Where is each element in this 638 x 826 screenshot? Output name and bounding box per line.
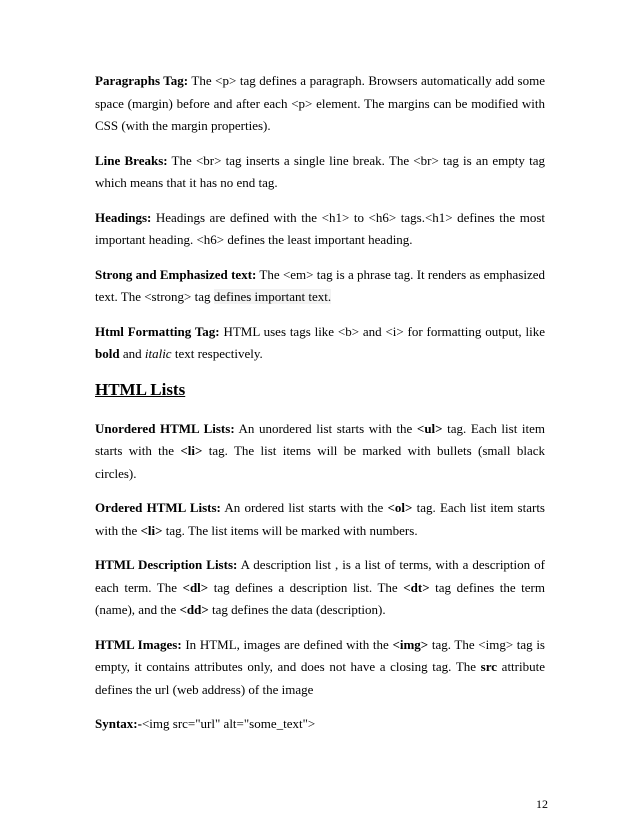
- ordered-lists-paragraph: [95, 497, 545, 542]
- ordered-text-2: tag. Each list item starts with the: [95, 500, 545, 538]
- ordered-text-3: tag. The list items will be marked with numbers.: [162, 522, 418, 538]
- ordered-lists-label: Ordered HTML Lists:: [95, 500, 221, 515]
- html-images-paragraph: [95, 634, 545, 702]
- unordered-lists-label: Unordered HTML Lists:: [95, 420, 235, 436]
- line-breaks-paragraph: [95, 150, 545, 195]
- ul-tag: <ul>: [416, 420, 443, 436]
- images-text-2: tag. The <img> tag is empty, it contains attributes only, and does not have a closing tag. The: [95, 636, 545, 674]
- line-breaks-text: The <br> tag inserts a single line break. The <br> tag is an empty tag which means that it has no end tag.: [95, 152, 545, 190]
- paragraphs-tag-text: The <p> tag defines a paragraph. Browsers automatically add some space (margin) before and after each <p> element. The margins can be modified with CSS (with the margin properties).: [95, 73, 545, 133]
- unordered-text-2: tag. Each list item starts with the: [95, 420, 545, 458]
- bold-word: bold: [95, 346, 120, 361]
- section-heading-html-lists: HTML Lists: [95, 379, 186, 399]
- strong-emphasized-highlight-text: defines important text.: [213, 289, 332, 304]
- paragraphs-tag-label: Paragraphs Tag:: [95, 73, 189, 88]
- strong-emphasized-paragraph: [95, 264, 545, 309]
- page-number: 12: [536, 797, 548, 811]
- strong-emphasized-text-1: The <em> tag is a phrase tag. It renders as emphasized text. The <strong> tag: [95, 266, 545, 304]
- description-lists-paragraph: [95, 554, 545, 622]
- syntax-paragraph: [95, 713, 545, 736]
- li-tag: <li>: [140, 522, 163, 538]
- unordered-text-3: tag. The list items will be marked with bullets (small black circles).: [95, 443, 545, 481]
- img-tag: <img>: [392, 636, 429, 652]
- html-images-label: HTML Images:: [95, 636, 182, 652]
- src-word: src: [480, 659, 498, 674]
- html-formatting-label: Html Formatting Tag:: [95, 323, 220, 339]
- ordered-text-1: An ordered list starts with the: [220, 500, 388, 515]
- html-formatting-text-3: text respectively.: [171, 346, 263, 361]
- page-content: [95, 70, 545, 748]
- images-text-1: In HTML, images are defined with the: [181, 636, 393, 652]
- headings-text: Headings are defined with the <h1> to <h6> tags.<h1> defines the most important heading. <h6> defines the least important heading.: [95, 209, 545, 247]
- description-text-1: A description list , is a list of terms, with a description of each term. The: [95, 557, 545, 595]
- syntax-text: <img src="url" alt="some_text">: [141, 716, 316, 731]
- strong-emphasized-label: Strong and Emphasized text:: [95, 266, 257, 282]
- html-formatting-text-2: and: [119, 346, 145, 361]
- dt-tag: <dt>: [403, 579, 430, 595]
- headings-label: Headings:: [95, 209, 152, 225]
- dd-tag: <dd>: [179, 602, 209, 617]
- italic-word: italic: [144, 346, 172, 361]
- headings-paragraph: [95, 207, 545, 252]
- images-text-3: attribute defines the url (web address) of the image: [95, 659, 545, 697]
- syntax-label: Syntax:-: [95, 716, 142, 731]
- unordered-lists-paragraph: [95, 418, 545, 486]
- line-breaks-label: Line Breaks:: [95, 152, 168, 168]
- html-formatting-text-1: HTML uses tags like <b> and <i> for formatting output, like: [219, 323, 545, 339]
- unordered-text-1: An unordered list starts with the: [234, 420, 417, 436]
- html-formatting-paragraph: [95, 321, 545, 366]
- description-text-2: tag defines a description list. The: [208, 579, 404, 595]
- ol-tag: <ol>: [387, 500, 413, 515]
- paragraphs-tag-paragraph: [95, 70, 545, 138]
- description-text-3: tag defines the term (name), and the: [95, 579, 545, 617]
- li-tag: <li>: [180, 443, 203, 458]
- description-lists-label: HTML Description Lists:: [95, 557, 238, 572]
- description-text-4: tag defines the data (description).: [208, 602, 386, 617]
- dl-tag: <dl>: [182, 579, 209, 595]
